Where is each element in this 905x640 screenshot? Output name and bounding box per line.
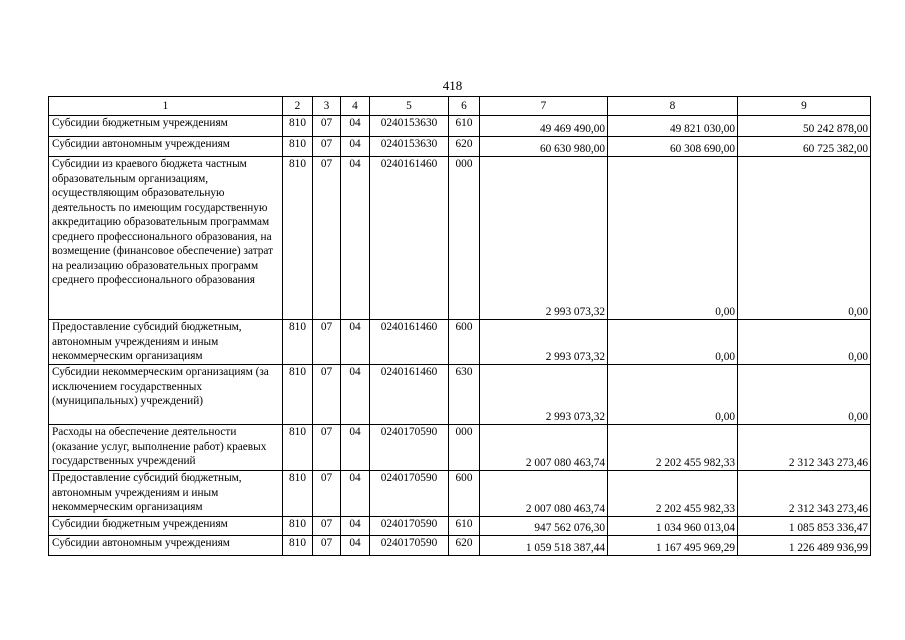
row-name: Предоставление субсидий бюджетным, автономным учреждениям и иным некоммерческим организациям xyxy=(49,320,283,365)
row-value-8: 1 167 495 969,29 xyxy=(608,536,738,556)
table-row xyxy=(49,536,871,556)
row-code-2: 810 xyxy=(283,536,313,556)
table-row xyxy=(49,517,871,536)
header-cell-9: 9 xyxy=(738,97,871,116)
row-code-3: 07 xyxy=(313,157,341,320)
row-value-9: 1 085 853 336,47 xyxy=(738,517,871,536)
row-code-4: 04 xyxy=(341,157,370,320)
budget-table xyxy=(48,96,871,556)
row-code-2: 810 xyxy=(283,471,313,517)
row-name: Расходы на обеспечение деятельности (оказание услуг, выполнение работ) краевых государственных учреждений xyxy=(49,425,283,471)
row-code-6: 600 xyxy=(449,320,480,365)
row-code-4: 04 xyxy=(341,471,370,517)
row-value-8: 0,00 xyxy=(608,320,738,365)
row-value-8: 2 202 455 982,33 xyxy=(608,425,738,471)
row-code-6: 610 xyxy=(449,116,480,137)
row-code-4: 04 xyxy=(341,425,370,471)
row-name: Предоставление субсидий бюджетным, автономным учреждениям и иным некоммерческим организациям xyxy=(49,471,283,517)
row-value-8: 0,00 xyxy=(608,157,738,320)
row-code-3: 07 xyxy=(313,365,341,425)
table-row xyxy=(49,365,871,425)
row-value-7: 1 059 518 387,44 xyxy=(480,536,608,556)
row-name: Субсидии из краевого бюджета частным образовательным организациям, осуществляющим образовательную деятельность по имеющим государственную аккредитацию образовательным программам среднего профессионального образования, на возмещение (финансовое обеспечение) затрат на реализацию образовательных программ среднего профессионального образования xyxy=(49,157,283,320)
row-code-4: 04 xyxy=(341,137,370,157)
row-code-4: 04 xyxy=(341,536,370,556)
row-value-7: 2 993 073,32 xyxy=(480,157,608,320)
row-value-9: 60 725 382,00 xyxy=(738,137,871,157)
row-code-5: 0240170590 xyxy=(370,471,449,517)
row-value-7: 2 993 073,32 xyxy=(480,365,608,425)
row-value-7: 60 630 980,00 xyxy=(480,137,608,157)
header-cell-1: 1 xyxy=(49,97,283,116)
row-code-6: 620 xyxy=(449,536,480,556)
page-number: 418 xyxy=(442,78,463,93)
row-value-8: 1 034 960 013,04 xyxy=(608,517,738,536)
header-cell-2: 2 xyxy=(283,97,313,116)
row-code-4: 04 xyxy=(341,365,370,425)
table-row xyxy=(49,471,871,517)
row-name: Субсидии бюджетным учреждениям xyxy=(49,116,283,137)
table-row xyxy=(49,320,871,365)
header-cell-5: 5 xyxy=(370,97,449,116)
row-value-9: 2 312 343 273,46 xyxy=(738,471,871,517)
row-value-7: 2 007 080 463,74 xyxy=(480,425,608,471)
row-code-5: 0240153630 xyxy=(370,116,449,137)
row-code-3: 07 xyxy=(313,137,341,157)
row-value-9: 0,00 xyxy=(738,157,871,320)
row-value-8: 60 308 690,00 xyxy=(608,137,738,157)
row-code-3: 07 xyxy=(313,116,341,137)
row-code-6: 620 xyxy=(449,137,480,157)
row-code-5: 0240161460 xyxy=(370,157,449,320)
table-row xyxy=(49,157,871,320)
row-value-8: 49 821 030,00 xyxy=(608,116,738,137)
row-value-9: 50 242 878,00 xyxy=(738,116,871,137)
row-code-2: 810 xyxy=(283,425,313,471)
row-code-2: 810 xyxy=(283,137,313,157)
row-code-6: 000 xyxy=(449,157,480,320)
row-code-3: 07 xyxy=(313,320,341,365)
row-value-9: 1 226 489 936,99 xyxy=(738,536,871,556)
row-code-2: 810 xyxy=(283,116,313,137)
row-value-9: 2 312 343 273,46 xyxy=(738,425,871,471)
header-cell-7: 7 xyxy=(480,97,608,116)
row-code-3: 07 xyxy=(313,517,341,536)
row-name: Субсидии автономным учреждениям xyxy=(49,536,283,556)
row-code-6: 610 xyxy=(449,517,480,536)
row-code-2: 810 xyxy=(283,365,313,425)
header-cell-8: 8 xyxy=(608,97,738,116)
row-code-3: 07 xyxy=(313,471,341,517)
row-code-5: 0240161460 xyxy=(370,320,449,365)
row-code-5: 0240170590 xyxy=(370,425,449,471)
header-cell-6: 6 xyxy=(449,97,480,116)
row-code-5: 0240170590 xyxy=(370,536,449,556)
row-code-6: 630 xyxy=(449,365,480,425)
row-code-4: 04 xyxy=(341,517,370,536)
row-code-3: 07 xyxy=(313,536,341,556)
row-value-9: 0,00 xyxy=(738,365,871,425)
row-code-5: 0240161460 xyxy=(370,365,449,425)
row-code-6: 000 xyxy=(449,425,480,471)
row-value-7: 947 562 076,30 xyxy=(480,517,608,536)
header-row xyxy=(49,97,871,116)
row-name: Субсидии автономным учреждениям xyxy=(49,137,283,157)
header-cell-3: 3 xyxy=(313,97,341,116)
row-code-5: 0240153630 xyxy=(370,137,449,157)
row-code-3: 07 xyxy=(313,425,341,471)
row-code-2: 810 xyxy=(283,517,313,536)
row-code-2: 810 xyxy=(283,320,313,365)
row-value-7: 2 993 073,32 xyxy=(480,320,608,365)
row-name: Субсидии некоммерческим организациям (за исключением государственных (муниципальных) учреждений) xyxy=(49,365,283,425)
table-row xyxy=(49,425,871,471)
row-code-4: 04 xyxy=(341,116,370,137)
row-code-6: 600 xyxy=(449,471,480,517)
row-code-4: 04 xyxy=(341,320,370,365)
row-code-5: 0240170590 xyxy=(370,517,449,536)
row-value-7: 49 469 490,00 xyxy=(480,116,608,137)
row-name: Субсидии бюджетным учреждениям xyxy=(49,517,283,536)
row-code-2: 810 xyxy=(283,157,313,320)
header-cell-4: 4 xyxy=(341,97,370,116)
table-row xyxy=(49,137,871,157)
row-value-9: 0,00 xyxy=(738,320,871,365)
row-value-8: 0,00 xyxy=(608,365,738,425)
row-value-7: 2 007 080 463,74 xyxy=(480,471,608,517)
row-value-8: 2 202 455 982,33 xyxy=(608,471,738,517)
table-row xyxy=(49,116,871,137)
